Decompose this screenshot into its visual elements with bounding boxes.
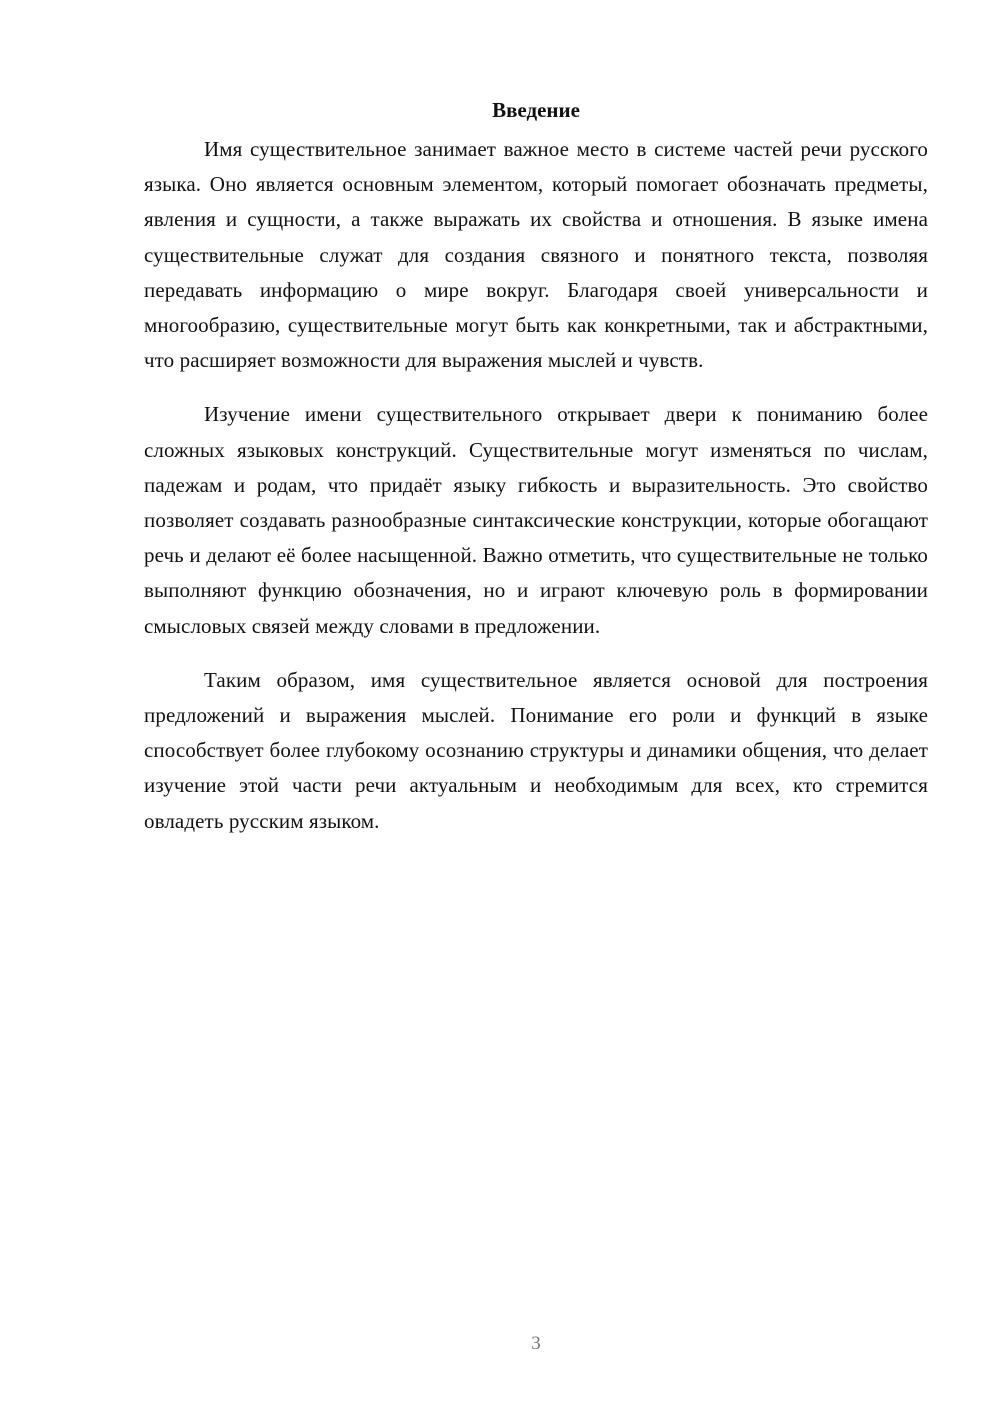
paragraph-1: Имя существительное занимает важное место в системе частей речи русского языка. Оно является основным элементом, который помогает обозначать предметы, явления и сущности, а также выражать их свойства и отношения. В языке имена существительные служат для создания связного и понятного текста, позволяя передавать информацию о мире вокруг. Благодаря своей универсальности и многообразию, существительные могут быть как конкретными, так и абстрактными, что расширяет возможности для выражения мыслей и чувств.: [144, 137, 928, 373]
page-title: Введение: [492, 98, 580, 122]
page-content: [144, 93, 928, 858]
paragraph-2: Изучение имени существительного открывает двери к пониманию более сложных языковых конструкций. Существительные могут изменяться по числам, падежам и родам, что придаёт языку гибкость и выразительность. Это свойство позволяет создавать разнообразные синтаксические конструкции, которые обогащают речь и делают её более насыщенной. Важно отметить, что существительные не только выполняют функцию обозначения, но и играют ключевую роль в формировании смысловых связей между словами в предложении.: [144, 402, 928, 638]
paragraph-3: Таким образом, имя существительное является основой для построения предложений и выражения мыслей. Понимание его роли и функций в языке способствует более глубокому осознанию структуры и динамики общения, что делает изучение этой части речи актуальным и необходимым для всех, кто стремится овладеть русским языком.: [144, 667, 928, 833]
page-number: 3: [531, 1333, 541, 1354]
